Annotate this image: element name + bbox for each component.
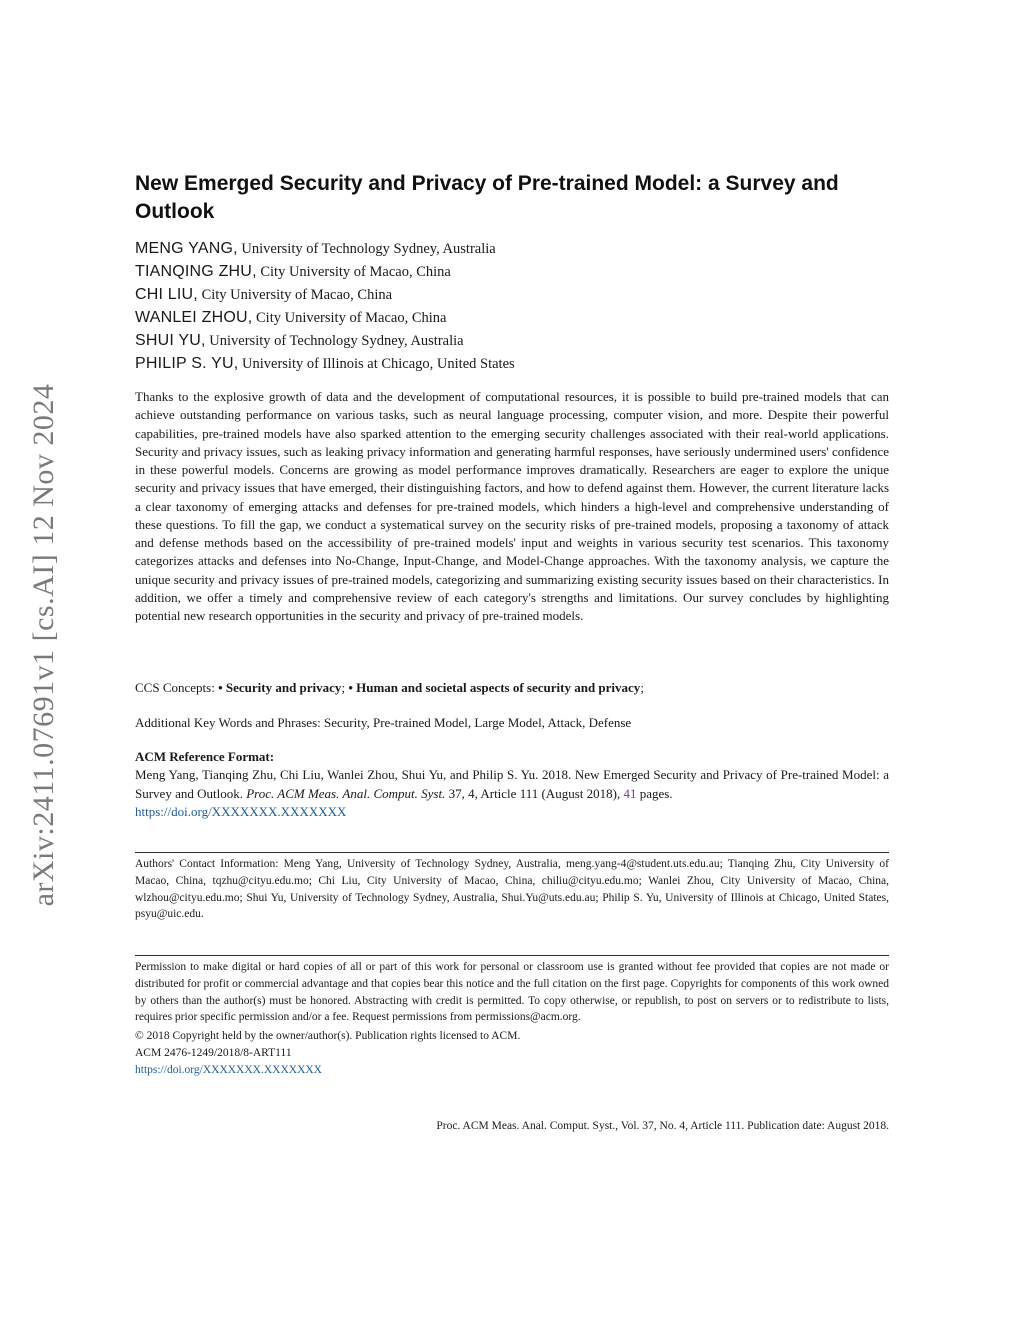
contact-information: Authors' Contact Information: Meng Yang, University of Technology Sydney, Australia, meng.yang-4@student.uts.edu.au; Tianqing Zhu, City University of Macao, China, tqzhu@cityu.edu.mo; Chi Liu, City University of Macao, China, chiliu@cityu.edu.mo; Wanlei Zhou, City University of Macao, China, wlzhou@cityu.edu.mo; Shui Yu, University of Technology Sydney, Australia, Shui.Yu@uts.edu.au; Philip S. Yu, University of Illinois at Chicago, United States, psyu@uic.edu. xyxy=(135,858,889,921)
ccs-end: ; xyxy=(640,680,644,695)
author-affiliation: University of Illinois at Chicago, United States xyxy=(242,356,515,372)
paper-title: New Emerged Security and Privacy of Pre-trained Model: a Survey and Outlook xyxy=(135,172,839,223)
reference-heading-text: ACM Reference Format: xyxy=(135,749,275,764)
reference-doi-link[interactable]: https://doi.org/XXXXXXX.XXXXXXX xyxy=(135,804,347,819)
author-list xyxy=(135,237,889,375)
author-affiliation: City University of Macao, China xyxy=(256,310,447,326)
ccs-separator: ; xyxy=(341,680,349,695)
author-affiliation: University of Technology Sydney, Australia xyxy=(241,241,496,257)
page-count-link[interactable]: 41 xyxy=(623,785,637,801)
ccs-concept: • Security and privacy xyxy=(218,680,342,695)
permission-block xyxy=(135,959,889,1079)
reference-details: 37, 4, Article 111 (August 2018), xyxy=(445,785,624,801)
permission-notice: Permission to make digital or hard copies of all or part of this work for personal or classroom use is granted without fee provided that copies are not made or distributed for profit or commercial advantage and that copies bear this notice and the full citation on the first page. Copyrights for components of this work owned by others than the author(s) must be honored. Abstracting with credit is permitted. To copy otherwise, or republish, to post on servers or to redistribute to lists, requires prior specific permission and/or a fee. Request permissions from permissions@acm.org. xyxy=(135,961,889,1024)
acm-identifier: ACM 2476-1249/2018/8-ART111 xyxy=(135,1046,292,1059)
arxiv-stamp: arXiv:2411.07691v1 [cs.AI] 12 Nov 2024 xyxy=(27,383,60,907)
abstract: Thanks to the explosive growth of data and the development of computational resources, it is possible to build pre-trained models that can achieve outstanding performance on various tasks, such as neural language processing, computer vision, and more. Despite their powerful capabilities, pre-trained models have also sparked attention to the emerging security challenges associated with their real-world applications. Security and privacy issues, such as leaking privacy information and generating harmful responses, have seriously undermined users' confidence in these powerful models. Concerns are growing as model performance improves dramatically. Researchers are eager to explore the unique security and privacy issues that have emerged, their distinguishing factors, and how to defend against them. However, the current literature lacks a clear taxonomy of emerging attacks and defenses for pre-trained models, which hinders a high-level and comprehensive understanding of these questions. To fill the gap, we conduct a systematical survey on the security risks of pre-trained models, proposing a taxonomy of attack and defense methods based on the accessibility of pre-trained models' input and weights in various security test scenarios. This taxonomy categorizes attacks and defenses into No-Change, Input-Change, and Model-Change approaches. With the taxonomy analysis, we capture the unique security and privacy issues of pre-trained models, categorizing and summarizing existing security issues based on their characteristics. In addition, we offer a timely and comprehensive review of each category's strengths and limitations. Our survey concludes by highlighting potential new research opportunities in the security and privacy of pre-trained models. xyxy=(135,389,889,623)
author-name: TIANQING ZHU, xyxy=(135,263,257,280)
ccs-concept: • Human and societal aspects of security and privacy xyxy=(348,680,641,695)
doi-link[interactable]: https://doi.org/XXXXXXX.XXXXXXX xyxy=(135,1063,322,1076)
copyright-notice: © 2018 Copyright held by the owner/author(s). Publication rights licensed to ACM. xyxy=(135,1030,521,1043)
author-name: MENG YANG, xyxy=(135,240,238,257)
author-name: PHILIP S. YU, xyxy=(135,355,239,372)
author-name: SHUI YU, xyxy=(135,332,206,349)
author-entry xyxy=(135,329,889,352)
reference-text xyxy=(135,766,889,822)
author-entry xyxy=(135,237,889,260)
author-affiliation: University of Technology Sydney, Australia xyxy=(209,333,464,349)
author-entry xyxy=(135,283,889,306)
reference-heading xyxy=(135,748,889,766)
ccs-label: CCS Concepts: xyxy=(135,680,219,695)
author-affiliation: City University of Macao, China xyxy=(260,264,451,280)
divider xyxy=(135,955,889,956)
ccs-concepts xyxy=(135,679,889,697)
author-entry xyxy=(135,260,889,283)
page-footer: Proc. ACM Meas. Anal. Comput. Syst., Vol. 37, No. 4, Article 111. Publication date: August 2018. xyxy=(436,1120,889,1132)
author-entry xyxy=(135,352,889,375)
acm-reference xyxy=(135,748,889,822)
reference-citation: Meng Yang, Tianqing Zhu, Chi Liu, Wanlei Zhou, Shui Yu, and Philip S. Yu. 2018. New Emerged Security and Privacy of Pre-trained Model: a Survey and Outlook. xyxy=(135,767,889,801)
author-affiliation: City University of Macao, China xyxy=(201,287,393,303)
author-name: WANLEI ZHOU, xyxy=(135,309,253,326)
author-name: CHI LIU, xyxy=(135,286,198,303)
keywords: Additional Key Words and Phrases: Security, Pre-trained Model, Large Model, Attack, Defense xyxy=(135,715,632,730)
reference-pages-label: pages. xyxy=(636,785,673,801)
author-entry xyxy=(135,306,889,329)
divider xyxy=(135,852,889,853)
reference-journal: Proc. ACM Meas. Anal. Comput. Syst. xyxy=(246,785,446,801)
